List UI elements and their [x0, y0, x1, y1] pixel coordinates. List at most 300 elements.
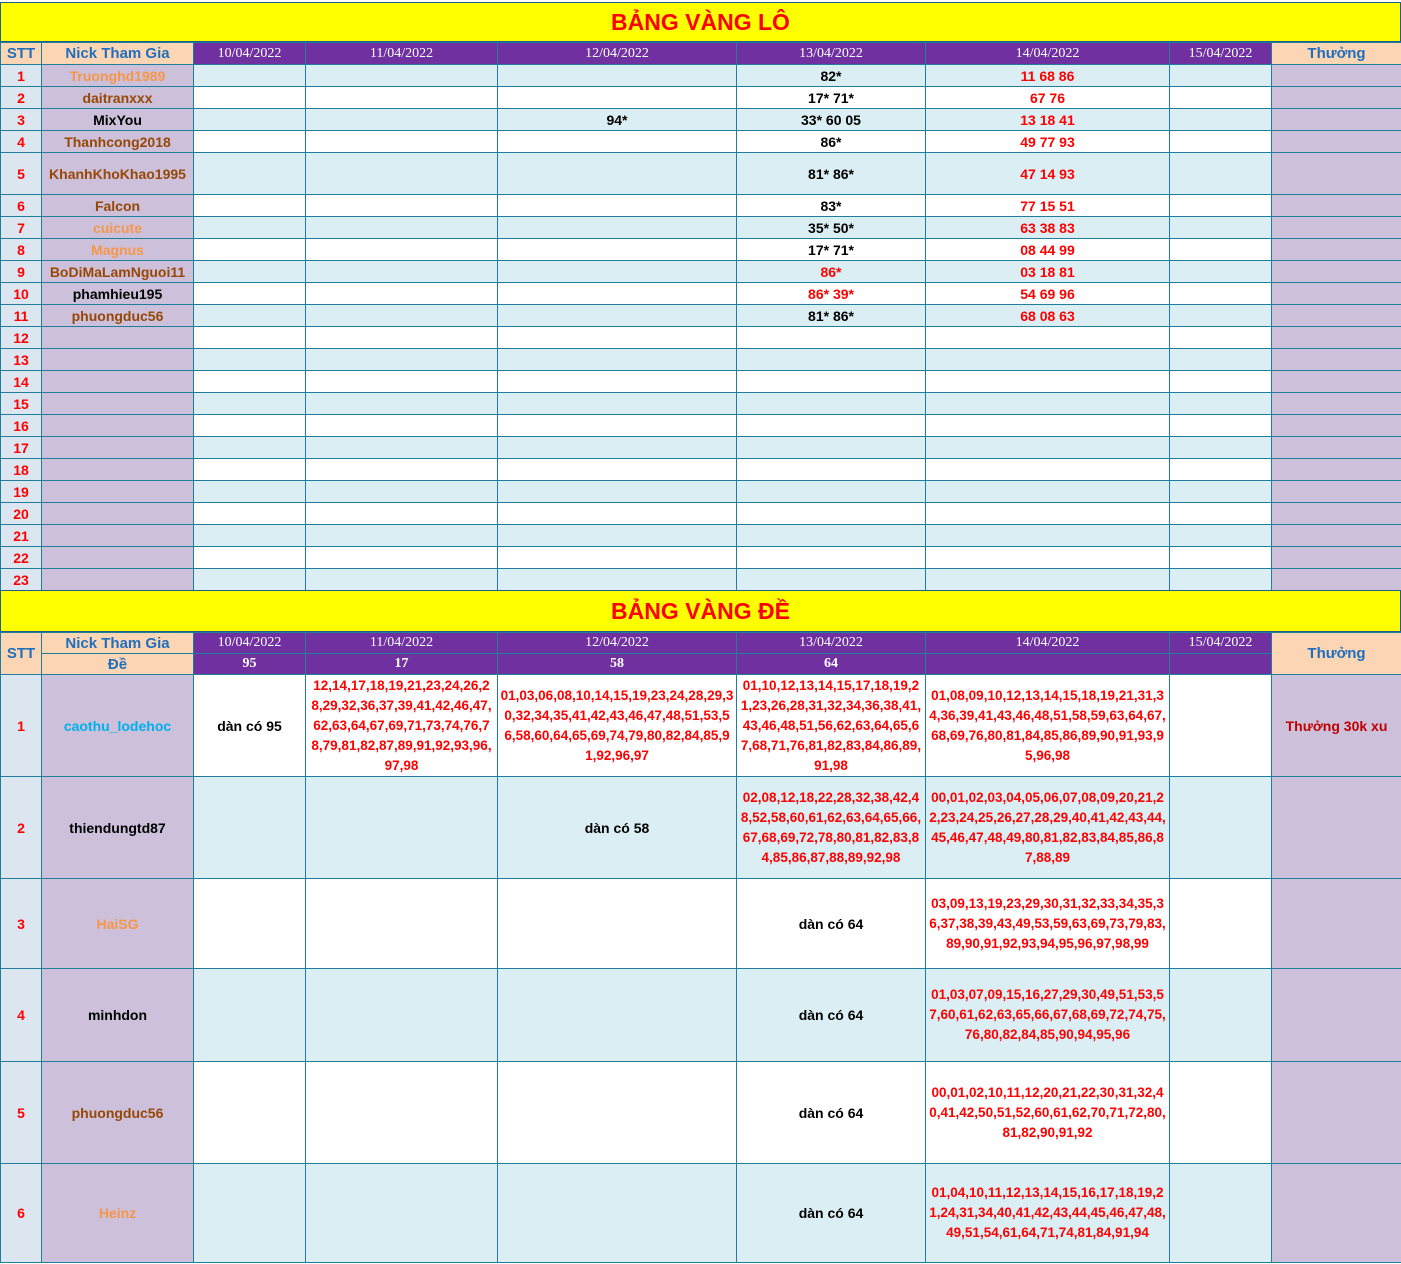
row-reward: [1272, 547, 1401, 569]
row-reward: [1272, 349, 1401, 371]
row-stt: 6: [1, 195, 42, 217]
row-nick: phuongduc56: [42, 305, 194, 327]
row-day-cell: [194, 969, 306, 1062]
row-day-cell: [306, 283, 498, 305]
row-day-cell: 13 18 41: [926, 109, 1170, 131]
row-stt: 7: [1, 217, 42, 239]
row-day-cell: 02,08,12,18,22,28,32,38,42,48,52,58,60,61,62,63,64,65,66,67,68,69,72,78,80,81,82,83,84,85,86,87,88,89,92,98: [737, 777, 926, 879]
row-day-cell: [926, 459, 1170, 481]
de-table: [0, 632, 1401, 1263]
row-nick: [42, 437, 194, 459]
row-day-cell: [1170, 437, 1272, 459]
row-stt: 19: [1, 481, 42, 503]
row-day-cell: [1170, 503, 1272, 525]
de-row: [1, 675, 1401, 777]
row-stt: 21: [1, 525, 42, 547]
lo-row: [1, 415, 1401, 437]
lo-row: [1, 131, 1401, 153]
row-reward: [1272, 393, 1401, 415]
row-reward: [1272, 1062, 1401, 1164]
row-day-cell: [1170, 547, 1272, 569]
row-day-cell: [1170, 65, 1272, 87]
row-day-cell: 94*: [498, 109, 737, 131]
row-day-cell: [926, 393, 1170, 415]
row-nick: KhanhKhoKhao1995: [42, 153, 194, 195]
lo-row: [1, 393, 1401, 415]
de-label-header: Đề: [42, 654, 194, 675]
row-day-cell: [737, 525, 926, 547]
row-day-cell: [1170, 569, 1272, 591]
row-reward: [1272, 283, 1401, 305]
row-day-cell: [498, 1164, 737, 1263]
row-day-cell: [498, 525, 737, 547]
row-day-cell: 03 18 81: [926, 261, 1170, 283]
row-stt: 9: [1, 261, 42, 283]
stt-header: STT: [1, 43, 42, 65]
lo-row: [1, 525, 1401, 547]
row-day-cell: 77 15 51: [926, 195, 1170, 217]
row-nick: phuongduc56: [42, 1062, 194, 1164]
row-day-cell: [498, 481, 737, 503]
lo-row: [1, 239, 1401, 261]
row-day-cell: [1170, 327, 1272, 349]
reward-header: Thưởng: [1272, 633, 1401, 675]
row-day-cell: [498, 349, 737, 371]
row-reward: [1272, 153, 1401, 195]
row-day-cell: [194, 525, 306, 547]
row-day-cell: [306, 153, 498, 195]
row-stt: 23: [1, 569, 42, 591]
de-result-row: [1, 654, 1401, 675]
row-day-cell: [737, 459, 926, 481]
row-day-cell: [498, 305, 737, 327]
row-day-cell: 17* 71*: [737, 87, 926, 109]
de-row: [1, 777, 1401, 879]
row-nick: [42, 525, 194, 547]
row-day-cell: [194, 195, 306, 217]
row-day-cell: [194, 239, 306, 261]
row-nick: Truonghd1989: [42, 65, 194, 87]
row-day-cell: [194, 131, 306, 153]
row-reward: [1272, 481, 1401, 503]
result-value: 17: [306, 654, 498, 675]
row-day-cell: dàn có 64: [737, 1062, 926, 1164]
row-reward: [1272, 261, 1401, 283]
row-day-cell: [306, 503, 498, 525]
row-day-cell: [306, 547, 498, 569]
lo-row: [1, 261, 1401, 283]
row-reward: [1272, 305, 1401, 327]
nick-header: Nick Tham Gia: [42, 633, 194, 654]
row-day-cell: [498, 153, 737, 195]
row-day-cell: [498, 239, 737, 261]
row-day-cell: [498, 569, 737, 591]
row-nick: Thanhcong2018: [42, 131, 194, 153]
row-day-cell: [926, 481, 1170, 503]
row-reward: [1272, 459, 1401, 481]
row-day-cell: [194, 109, 306, 131]
row-stt: 12: [1, 327, 42, 349]
date-header: 10/04/2022: [194, 43, 306, 65]
row-day-cell: [1170, 109, 1272, 131]
row-reward: [1272, 371, 1401, 393]
row-nick: cuicute: [42, 217, 194, 239]
row-day-cell: [498, 459, 737, 481]
row-day-cell: [306, 87, 498, 109]
row-reward: [1272, 131, 1401, 153]
row-reward: [1272, 777, 1401, 879]
row-reward: [1272, 879, 1401, 969]
lo-row: [1, 87, 1401, 109]
row-day-cell: 81* 86*: [737, 305, 926, 327]
row-day-cell: dàn có 95: [194, 675, 306, 777]
row-nick: Magnus: [42, 239, 194, 261]
row-nick: [42, 481, 194, 503]
de-row: [1, 1164, 1401, 1263]
row-day-cell: [498, 195, 737, 217]
row-day-cell: [1170, 153, 1272, 195]
row-day-cell: 08 44 99: [926, 239, 1170, 261]
row-stt: 1: [1, 65, 42, 87]
row-day-cell: [498, 393, 737, 415]
row-day-cell: [737, 503, 926, 525]
row-day-cell: [306, 239, 498, 261]
row-reward: Thưởng 30k xu: [1272, 675, 1401, 777]
row-day-cell: [1170, 481, 1272, 503]
de-title-banner: BẢNG VÀNG ĐỀ: [0, 590, 1401, 632]
row-stt: 8: [1, 239, 42, 261]
row-day-cell: [1170, 217, 1272, 239]
row-day-cell: [926, 437, 1170, 459]
row-reward: [1272, 969, 1401, 1062]
date-header: 11/04/2022: [306, 43, 498, 65]
row-nick: minhdon: [42, 969, 194, 1062]
row-nick: BoDiMaLamNguoi11: [42, 261, 194, 283]
row-reward: [1272, 415, 1401, 437]
row-day-cell: [1170, 393, 1272, 415]
de-row: [1, 969, 1401, 1062]
row-reward: [1272, 239, 1401, 261]
row-day-cell: [926, 327, 1170, 349]
row-day-cell: [1170, 1062, 1272, 1164]
row-reward: [1272, 525, 1401, 547]
row-stt: 4: [1, 969, 42, 1062]
row-nick: Falcon: [42, 195, 194, 217]
row-reward: [1272, 503, 1401, 525]
row-day-cell: [737, 415, 926, 437]
row-nick: [42, 371, 194, 393]
row-day-cell: 03,09,13,19,23,29,30,31,32,33,34,35,36,37,38,39,43,49,53,59,63,69,73,79,83,89,90,91,92,93,94,95,96,97,98,99: [926, 879, 1170, 969]
row-day-cell: [737, 569, 926, 591]
row-day-cell: [1170, 415, 1272, 437]
row-day-cell: [737, 349, 926, 371]
date-header: 14/04/2022: [926, 633, 1170, 654]
row-day-cell: 81* 86*: [737, 153, 926, 195]
row-day-cell: [926, 415, 1170, 437]
row-day-cell: [498, 283, 737, 305]
row-day-cell: [194, 153, 306, 195]
row-day-cell: [194, 305, 306, 327]
row-stt: 3: [1, 109, 42, 131]
row-reward: [1272, 195, 1401, 217]
row-day-cell: [306, 261, 498, 283]
date-header: 13/04/2022: [737, 633, 926, 654]
row-day-cell: [194, 777, 306, 879]
row-day-cell: [194, 87, 306, 109]
row-nick: [42, 415, 194, 437]
row-day-cell: 68 08 63: [926, 305, 1170, 327]
row-day-cell: [1170, 239, 1272, 261]
lo-row: [1, 327, 1401, 349]
lo-row: [1, 569, 1401, 591]
row-nick: [42, 349, 194, 371]
lo-row: [1, 195, 1401, 217]
row-day-cell: [194, 349, 306, 371]
date-header: 15/04/2022: [1170, 633, 1272, 654]
row-day-cell: [498, 65, 737, 87]
de-header-row: [1, 633, 1401, 654]
row-day-cell: [194, 459, 306, 481]
row-day-cell: 35* 50*: [737, 217, 926, 239]
row-day-cell: [306, 1164, 498, 1263]
row-day-cell: [926, 503, 1170, 525]
row-day-cell: [1170, 195, 1272, 217]
row-day-cell: [306, 305, 498, 327]
row-day-cell: [306, 415, 498, 437]
row-day-cell: [498, 87, 737, 109]
row-day-cell: [1170, 969, 1272, 1062]
row-stt: 20: [1, 503, 42, 525]
row-nick: [42, 459, 194, 481]
row-day-cell: [306, 437, 498, 459]
row-day-cell: 12,14,17,18,19,21,23,24,26,28,29,32,36,37,39,41,42,46,47,62,63,64,67,69,71,73,74,76,78,79,81,82,87,89,91,92,93,96,97,98: [306, 675, 498, 777]
lo-row: [1, 503, 1401, 525]
date-header: 10/04/2022: [194, 633, 306, 654]
row-day-cell: [1170, 777, 1272, 879]
reward-header: Thưởng: [1272, 43, 1401, 65]
row-nick: [42, 393, 194, 415]
row-stt: 5: [1, 153, 42, 195]
row-day-cell: [498, 969, 737, 1062]
row-day-cell: 67 76: [926, 87, 1170, 109]
row-day-cell: [306, 109, 498, 131]
row-day-cell: [194, 1164, 306, 1263]
lo-row: [1, 459, 1401, 481]
row-reward: [1272, 109, 1401, 131]
de-row: [1, 879, 1401, 969]
row-day-cell: 86*: [737, 261, 926, 283]
row-day-cell: dàn có 64: [737, 969, 926, 1062]
row-day-cell: [306, 371, 498, 393]
row-reward: [1272, 217, 1401, 239]
result-value: 64: [737, 654, 926, 675]
row-day-cell: [498, 437, 737, 459]
row-day-cell: [306, 1062, 498, 1164]
row-day-cell: [1170, 349, 1272, 371]
row-day-cell: [306, 481, 498, 503]
row-day-cell: [926, 547, 1170, 569]
row-day-cell: [306, 525, 498, 547]
row-day-cell: [1170, 305, 1272, 327]
row-day-cell: 86* 39*: [737, 283, 926, 305]
row-stt: 11: [1, 305, 42, 327]
row-day-cell: 00,01,02,03,04,05,06,07,08,09,20,21,22,23,24,25,26,27,28,29,40,41,42,43,44,45,46,47,48,49,80,81,82,83,84,85,86,87,88,89: [926, 777, 1170, 879]
row-day-cell: 01,04,10,11,12,13,14,15,16,17,18,19,21,24,31,34,40,41,42,43,44,45,46,47,48,49,51,54,61,64,71,74,81,84,91,94: [926, 1164, 1170, 1263]
row-day-cell: [194, 547, 306, 569]
row-day-cell: [737, 327, 926, 349]
row-day-cell: [1170, 1164, 1272, 1263]
row-day-cell: [498, 415, 737, 437]
row-day-cell: 01,08,09,10,12,13,14,15,18,19,21,31,34,36,39,41,43,46,48,51,58,59,63,64,67,68,69,76,80,81,84,85,86,89,90,91,93,95,96,98: [926, 675, 1170, 777]
row-day-cell: [498, 547, 737, 569]
lo-header-row: [1, 43, 1401, 65]
de-row: [1, 1062, 1401, 1164]
row-day-cell: [1170, 261, 1272, 283]
row-day-cell: [306, 879, 498, 969]
row-day-cell: [498, 327, 737, 349]
date-header: 14/04/2022: [926, 43, 1170, 65]
row-nick: MixYou: [42, 109, 194, 131]
row-day-cell: [926, 349, 1170, 371]
row-day-cell: [498, 261, 737, 283]
row-reward: [1272, 327, 1401, 349]
row-nick: [42, 327, 194, 349]
row-day-cell: [194, 371, 306, 393]
row-day-cell: [194, 1062, 306, 1164]
row-nick: [42, 547, 194, 569]
row-nick: HaiSG: [42, 879, 194, 969]
row-stt: 3: [1, 879, 42, 969]
lo-row: [1, 305, 1401, 327]
row-day-cell: [194, 503, 306, 525]
row-day-cell: [194, 879, 306, 969]
row-day-cell: [306, 195, 498, 217]
row-reward: [1272, 569, 1401, 591]
row-day-cell: 47 14 93: [926, 153, 1170, 195]
row-day-cell: dàn có 64: [737, 879, 926, 969]
result-value: [1170, 654, 1272, 675]
row-day-cell: [306, 217, 498, 239]
row-nick: [42, 569, 194, 591]
lo-row: [1, 437, 1401, 459]
row-day-cell: 01,03,07,09,15,16,27,29,30,49,51,53,57,60,61,62,63,65,66,67,68,69,72,74,75,76,80,82,84,85,90,94,95,96: [926, 969, 1170, 1062]
row-day-cell: [498, 1062, 737, 1164]
row-day-cell: [306, 393, 498, 415]
row-reward: [1272, 87, 1401, 109]
date-header: 12/04/2022: [498, 43, 737, 65]
row-nick: caothu_lodehoc: [42, 675, 194, 777]
row-day-cell: 83*: [737, 195, 926, 217]
row-day-cell: 63 38 83: [926, 217, 1170, 239]
row-day-cell: 54 69 96: [926, 283, 1170, 305]
row-day-cell: [737, 437, 926, 459]
row-day-cell: [1170, 283, 1272, 305]
result-value: 95: [194, 654, 306, 675]
row-day-cell: 01,10,12,13,14,15,17,18,19,21,23,26,28,31,32,34,36,38,41,43,46,48,51,56,62,63,64,65,67,68,71,76,81,82,83,84,86,89,91,98: [737, 675, 926, 777]
row-reward: [1272, 65, 1401, 87]
lo-row: [1, 481, 1401, 503]
row-day-cell: [306, 327, 498, 349]
lo-row: [1, 371, 1401, 393]
row-day-cell: [737, 371, 926, 393]
row-day-cell: [194, 437, 306, 459]
row-day-cell: [194, 261, 306, 283]
row-day-cell: 01,03,06,08,10,14,15,19,23,24,28,29,30,32,34,35,41,42,43,46,47,48,51,53,56,58,60,64,65,69,74,79,80,82,84,85,91,92,96,97: [498, 675, 737, 777]
row-stt: 22: [1, 547, 42, 569]
row-day-cell: [306, 131, 498, 153]
lo-row: [1, 65, 1401, 87]
row-day-cell: [1170, 87, 1272, 109]
row-day-cell: [1170, 879, 1272, 969]
date-header: 15/04/2022: [1170, 43, 1272, 65]
row-day-cell: [1170, 131, 1272, 153]
row-day-cell: [1170, 525, 1272, 547]
row-day-cell: [926, 569, 1170, 591]
row-day-cell: [498, 217, 737, 239]
date-header: 11/04/2022: [306, 633, 498, 654]
row-day-cell: [498, 131, 737, 153]
date-header: 12/04/2022: [498, 633, 737, 654]
lo-title-banner: BẢNG VÀNG LÔ: [0, 2, 1401, 42]
row-stt: 17: [1, 437, 42, 459]
stt-header: STT: [1, 633, 42, 675]
row-stt: 1: [1, 675, 42, 777]
lo-row: [1, 547, 1401, 569]
row-stt: 4: [1, 131, 42, 153]
row-stt: 18: [1, 459, 42, 481]
row-day-cell: 11 68 86: [926, 65, 1170, 87]
row-day-cell: [306, 777, 498, 879]
row-day-cell: [1170, 675, 1272, 777]
row-day-cell: 33* 60 05: [737, 109, 926, 131]
row-stt: 16: [1, 415, 42, 437]
row-day-cell: [194, 393, 306, 415]
row-day-cell: [926, 371, 1170, 393]
row-day-cell: [737, 547, 926, 569]
lo-row: [1, 283, 1401, 305]
row-stt: 10: [1, 283, 42, 305]
row-day-cell: 00,01,02,10,11,12,20,21,22,30,31,32,40,41,42,50,51,52,60,61,62,70,71,72,80,81,82,90,91,92: [926, 1062, 1170, 1164]
row-nick: phamhieu195: [42, 283, 194, 305]
row-day-cell: 86*: [737, 131, 926, 153]
row-day-cell: [194, 569, 306, 591]
row-stt: 13: [1, 349, 42, 371]
row-day-cell: [194, 327, 306, 349]
row-day-cell: [194, 283, 306, 305]
result-value: [926, 654, 1170, 675]
row-day-cell: [194, 481, 306, 503]
lo-table: [0, 42, 1401, 591]
row-day-cell: [737, 481, 926, 503]
row-day-cell: [194, 415, 306, 437]
row-stt: 6: [1, 1164, 42, 1263]
row-nick: [42, 503, 194, 525]
row-day-cell: 82*: [737, 65, 926, 87]
date-header: 13/04/2022: [737, 43, 926, 65]
row-stt: 2: [1, 87, 42, 109]
row-day-cell: [306, 349, 498, 371]
row-day-cell: 49 77 93: [926, 131, 1170, 153]
row-day-cell: [1170, 459, 1272, 481]
row-day-cell: [306, 459, 498, 481]
row-nick: daitranxxx: [42, 87, 194, 109]
lo-row: [1, 217, 1401, 239]
lo-row: [1, 349, 1401, 371]
result-value: 58: [498, 654, 737, 675]
row-day-cell: dàn có 64: [737, 1164, 926, 1263]
row-day-cell: [498, 371, 737, 393]
lo-row: [1, 109, 1401, 131]
